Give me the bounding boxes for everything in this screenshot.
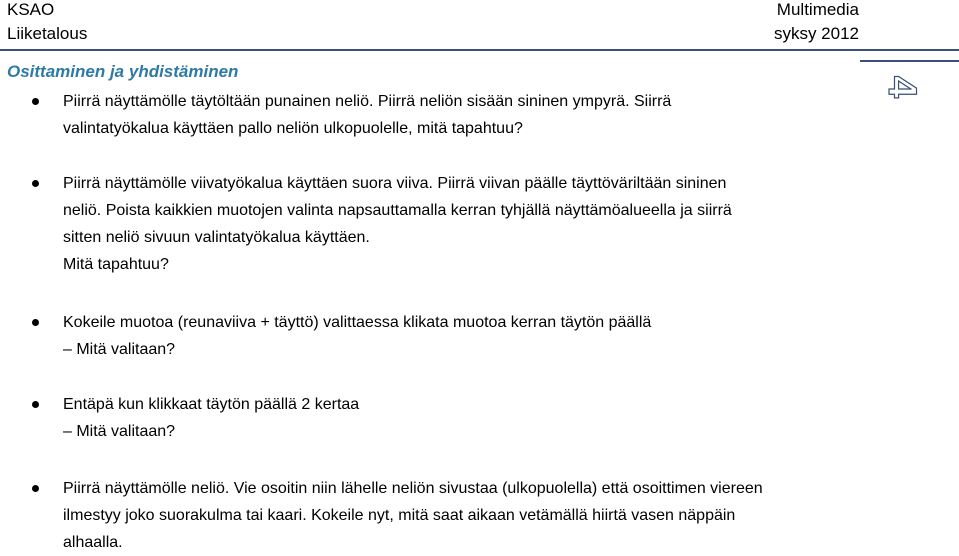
- header-term: syksy 2012: [773, 24, 859, 43]
- list-item-line: Entäpä kun klikkaat täytön päällä 2 kertaa: [63, 396, 360, 413]
- svg-text:4: 4: [880, 75, 924, 99]
- header-left: [7, 0, 87, 46]
- header-department: Liiketalous: [7, 24, 88, 43]
- list-item: [63, 309, 883, 363]
- bullet-marker: [32, 180, 39, 187]
- list-item-line: ilmestyy joko suorakulma tai kaari. Kokeile nyt, mitä saat aikaan vetämällä hiirtä vasen näppäin: [63, 507, 736, 524]
- list-item: [63, 170, 883, 278]
- bullet-marker: [32, 319, 39, 326]
- header-course: Multimedia: [776, 0, 859, 19]
- list-item: [63, 391, 883, 445]
- list-item-line: Piirrä näyttämölle täytöltään punainen neliö. Piirrä neliön sisään sininen ympyrä. Siirrä: [63, 93, 672, 110]
- list-item-line: – Mitä valitaan?: [63, 423, 176, 440]
- bullet-marker: [32, 401, 39, 408]
- bullet-marker: [32, 98, 39, 105]
- list-item-line: Piirrä näyttämölle neliö. Vie osoitin niin lähelle neliön sivustaa (ulkopuolella) että osoittimen viereen: [63, 480, 763, 497]
- header-organization: KSAO: [7, 0, 55, 19]
- list-item-line: alhaalla.: [63, 534, 123, 551]
- bullet-marker: [32, 485, 39, 492]
- list-item: [63, 88, 883, 142]
- list-item-line: valintatyökalua käyttäen pallo neliön ulkopuolelle, mitä tapahtuu?: [63, 120, 523, 137]
- header-right: [774, 0, 859, 46]
- list-item-line: – Mitä valitaan?: [63, 341, 176, 358]
- list-item-line: Piirrä näyttämölle viivatyökalua käyttäen suora viiva. Piirrä viivan päälle täyttöväriltään sininen: [63, 175, 727, 192]
- list-item-line: Mitä tapahtuu?: [63, 256, 169, 273]
- list-item-line: Kokeile muotoa (reunaviiva + täyttö) valittaessa klikata muotoa kerran täytön päällä: [63, 314, 652, 331]
- list-item: [63, 475, 883, 556]
- slide-title: Osittaminen ja yhdistäminen: [7, 62, 239, 81]
- list-item-line: neliö. Poista kaikkien muotojen valinta napsauttamalla kerran tyhjällä näyttämöalueella ja siirrä: [63, 202, 732, 219]
- list-item-line: sitten neliö sivuun valintatyökalua käyttäen.: [63, 229, 370, 246]
- header-divider: [0, 49, 959, 51]
